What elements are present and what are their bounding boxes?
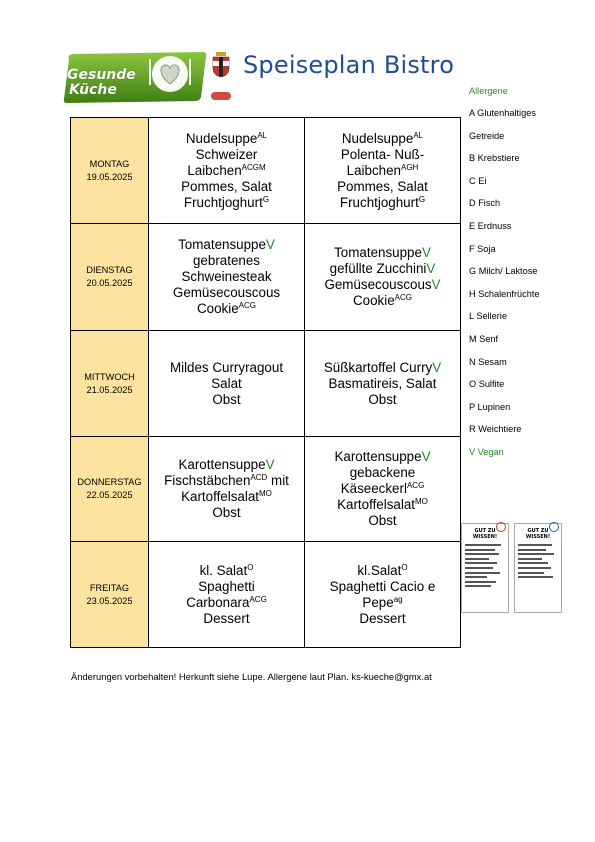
menu-1-cell — [149, 437, 305, 542]
day-date: 21.05.2025 — [86, 384, 133, 395]
thumb-text-lines — [465, 544, 505, 587]
allergen-item: A Glutenhaltiges — [469, 108, 536, 118]
allergen-item: F Soja — [469, 243, 496, 254]
dish-line: Salat — [211, 375, 242, 391]
allergen-item: V Vegan — [469, 447, 504, 457]
badge-icon — [211, 92, 231, 100]
dish-line: Obst — [212, 505, 241, 520]
allergen-code: MO — [259, 489, 272, 498]
dish-line: GemüsecouscousV — [324, 277, 441, 292]
allergen-code: ACG — [394, 293, 413, 302]
menu-2-cell — [305, 437, 461, 542]
dish-line: KarottensuppeV — [178, 457, 275, 472]
allergen-heading: Allergene — [469, 86, 508, 96]
allergen-code: AGH — [401, 162, 419, 172]
allergen-code: ACG — [406, 481, 425, 490]
menu-row — [71, 224, 461, 331]
allergen-item: E Erdnuss — [469, 221, 512, 231]
dish-line: Laibchen$^{AGH}$ — [346, 162, 419, 178]
allergen-item: M Senf — [469, 334, 499, 344]
allergen-code: MO — [415, 497, 428, 506]
menu-2-cell — [305, 224, 461, 331]
menu-1-cell — [149, 542, 305, 648]
info-sheet-thumbnail — [514, 523, 562, 613]
dish-line: Mildes Curryragout — [169, 359, 284, 375]
allergen-code: ACGM — [241, 162, 266, 172]
dish-line: Nudelsuppe$^{AL}$ — [341, 130, 424, 146]
allergen-item: N Sesam — [469, 356, 507, 367]
allergen-item: D Fisch — [469, 198, 501, 209]
day-date: 23.05.2025 — [86, 595, 133, 606]
allergen-item: R Weichtiere — [469, 424, 522, 435]
thumb-label-2: WISSEN! — [525, 534, 551, 540]
vegan-mark: V — [421, 245, 431, 260]
menu-2-cell — [305, 331, 461, 437]
allergen-code: ACG — [238, 301, 257, 310]
footer-note: Änderungen vorbehalten! Herkunft siehe Lupe. Allergene laut Plan. ks-kueche@gmx.at — [71, 671, 432, 682]
page-title: Speiseplan Bistro — [243, 51, 455, 79]
vegan-mark: V — [421, 449, 431, 464]
allergen-code: AL — [413, 130, 424, 140]
dish-line: gebackene — [349, 465, 416, 480]
day-cell — [71, 437, 149, 542]
dish-line: Fruchtjoghurt$^G$ — [339, 194, 426, 210]
dish-line: Cookie$^{ACG}$ — [196, 301, 257, 316]
dish-line: kl.Salat$^O$ — [357, 562, 408, 578]
menu-2-cell — [305, 118, 461, 224]
menu-1-cell — [149, 118, 305, 224]
gesunde-kueche-logo — [63, 51, 208, 103]
dish-line: gebratenes — [192, 253, 260, 268]
allergen-code: ACG — [249, 594, 267, 604]
vegan-mark: V — [431, 277, 441, 292]
vegan-mark: V — [265, 457, 275, 472]
allergen-item: L Sellerie — [469, 311, 507, 322]
dish-line: Dessert — [203, 610, 250, 626]
dish-line: Kartoffelsalat$^{MO}$ — [337, 497, 428, 512]
dish-line: TomatensuppeV — [178, 237, 275, 252]
menu-row — [71, 331, 461, 437]
dish-line: Cookie$^{ACG}$ — [352, 293, 413, 308]
thumb-text-lines — [518, 544, 558, 578]
dish-line: Fruchtjoghurt$^G$ — [183, 194, 270, 210]
dish-line: Spaghetti Cacio e — [329, 578, 436, 594]
day-name: MITTWOCH — [84, 371, 135, 382]
thumb-label-1: GUT ZU — [474, 528, 496, 534]
magnifier-icon — [549, 522, 559, 532]
dish-line: Schweinesteak — [181, 269, 272, 284]
day-cell — [71, 542, 149, 648]
day-name: FREITAG — [89, 582, 130, 593]
allergen-item: H Schalenfrüchte — [469, 288, 540, 299]
dish-line: Pommes, Salat — [181, 178, 272, 194]
vegan-mark: V — [426, 261, 436, 276]
day-name: MONTAG — [89, 158, 130, 169]
day-date: 22.05.2025 — [86, 490, 133, 500]
dish-line: Kartoffelsalat$^{MO}$ — [181, 489, 272, 504]
logo-text — [67, 68, 136, 98]
allergen-code: ACD — [250, 473, 268, 482]
logo-line-1: Gesunde — [67, 67, 136, 83]
dish-line: Polenta- Nuß- — [340, 146, 425, 162]
menu-1-cell — [149, 224, 305, 331]
allergen-item: C Ei — [469, 175, 487, 186]
dish-line: Basmatireis, Salat — [328, 375, 437, 391]
dish-line: Obst — [368, 391, 397, 407]
day-name: DONNERSTAG — [77, 477, 142, 487]
allergen-code: G — [418, 194, 426, 204]
menu-row — [71, 542, 461, 648]
magnifier-icon — [496, 522, 506, 532]
allergen-item: G Milch/ Laktose — [469, 266, 538, 277]
dish-line: Laibchen$^{ACGM}$ — [187, 162, 266, 178]
menu-2-cell — [305, 542, 461, 648]
allergen-code: O — [247, 562, 254, 572]
info-sheet-thumbnail — [461, 523, 509, 613]
dish-line: KarottensuppeV — [334, 449, 431, 464]
vegan-mark: V — [432, 359, 442, 375]
dish-line: Obst — [212, 391, 241, 407]
allergen-item: P Lupinen — [469, 401, 511, 412]
dish-line: Obst — [368, 513, 397, 528]
allergen-item: B Krebstiere — [469, 153, 520, 164]
dish-line: Käseeckerl$^{ACG}$ — [340, 481, 425, 496]
menu-1-cell — [149, 331, 305, 437]
logo-line-2: Küche — [69, 82, 117, 98]
day-cell — [71, 224, 149, 331]
day-name: DIENSTAG — [86, 265, 133, 275]
dish-line: Spaghetti — [198, 578, 255, 594]
dish-line: Süßkartoffel CurryV — [323, 359, 442, 375]
dish-line: Gemüsecouscous — [172, 285, 281, 300]
dish-line: Schweizer — [195, 146, 258, 162]
allergen-item: O Sulfite — [469, 379, 505, 390]
coat-of-arms-icon — [211, 50, 231, 78]
dish-line: kl. Salat$^O$ — [199, 562, 254, 578]
allergen-code: AL — [257, 130, 268, 140]
dish-line: TomatensuppeV — [334, 245, 431, 260]
thumb-label-2: WISSEN! — [472, 534, 498, 540]
allergen-code: O — [401, 562, 408, 572]
menu-table — [70, 117, 461, 648]
menu-row — [71, 118, 461, 224]
dish-line: Fischstäbchen$^{ACD}$ mit — [164, 473, 289, 488]
allergen-code: G — [262, 194, 270, 204]
menu-row — [71, 437, 461, 542]
thumb-label-1: GUT ZU — [527, 528, 549, 534]
vegan-mark: V — [265, 237, 275, 252]
dish-line: Pommes, Salat — [337, 178, 428, 194]
dish-line: Carbonara$^{ACG}$ — [186, 594, 267, 610]
dish-line: Nudelsuppe$^{AL}$ — [185, 130, 268, 146]
day-date: 19.05.2025 — [86, 171, 133, 182]
allergen-item: Getreide — [469, 130, 505, 141]
day-cell — [71, 118, 149, 224]
dish-line: Dessert — [359, 610, 406, 626]
allergen-code: ag — [393, 594, 403, 604]
dish-line: Pepe$^{ag}$ — [362, 594, 403, 610]
dish-line: gefüllte ZucchiniV — [329, 261, 436, 276]
day-date: 20.05.2025 — [86, 278, 133, 288]
day-cell — [71, 331, 149, 437]
